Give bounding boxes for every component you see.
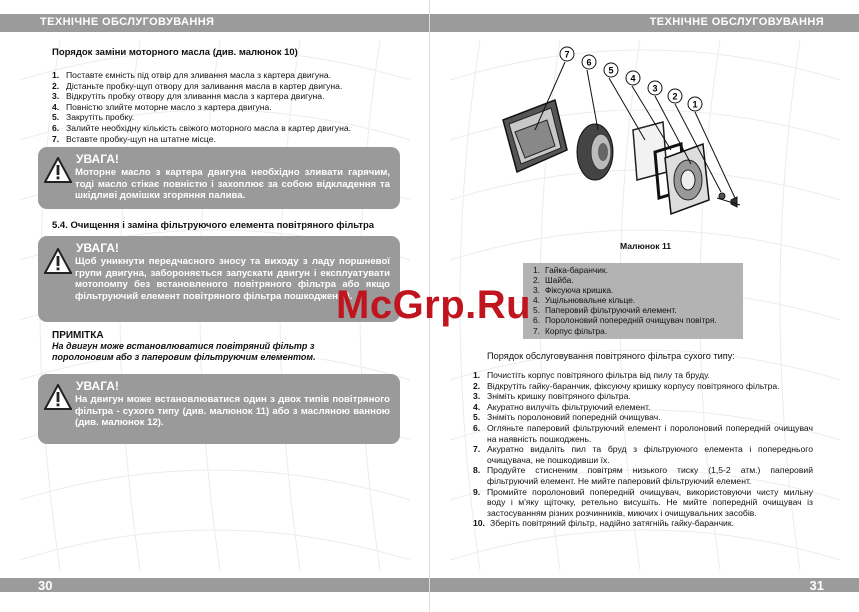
header-bar <box>0 14 429 32</box>
list-item: 3. Зніміть кришку повітряного фільтра. <box>473 391 631 402</box>
list-item: 4. Ущільнювальне кільце. <box>533 295 636 306</box>
header-title: ТЕХНІЧНЕ ОБСЛУГОВУВАННЯ <box>649 16 824 28</box>
callout-2: 2 <box>672 91 678 102</box>
callout-3: 3 <box>652 83 658 94</box>
list-item: 6. Залийте необхідну кількість свіжого моторного масла в картер двигуна. <box>52 122 352 133</box>
service-heading: Порядок обслуговування повітряного фільтра сухого типу: <box>487 351 735 361</box>
list-item: 7. Акуратно видаліть пил та бруд з фільтруючого елемента і попереднього очищувача, не пошкодивши їх. <box>473 444 813 465</box>
foam-precleaner <box>577 124 613 180</box>
filter-cover <box>665 144 709 214</box>
list-item: 7. Вставте пробку-щуп на штатне місце. <box>52 133 216 144</box>
list-item: 6. Поролоновий попередній очищувач повітря. <box>533 315 717 326</box>
footer-bar <box>0 578 429 592</box>
list-item: 7. Корпус фільтра. <box>533 325 608 336</box>
page-number: 30 <box>38 578 53 593</box>
header-title: ТЕХНІЧНЕ ОБСЛУГОВУВАННЯ <box>40 16 215 28</box>
list-item: 3. Фіксуюча кришка. <box>533 285 614 296</box>
list-item: 2. Дістаньте пробку-щуп отвору для заливання масла в картер двигуна. <box>52 80 343 91</box>
list-item: 9. Промийте поролоновий попередній очищувач, використовуючи чисту мильну воду і м'яку щіточку, ретельно висушіть. Не мийте попередній очищувач із застосуванням різних розчинників, миючих і очищувальних засобів. <box>473 486 813 518</box>
air-filter-diagram <box>495 40 765 240</box>
warning-title: УВАГА! <box>76 152 119 166</box>
warning-text: На двигун може встановлюватися один з двох типів повітряного фільтра - сухого типу (див. малюнок 11) або з масляною ванною (див. малюнок 12). <box>75 394 390 429</box>
callout-7: 7 <box>564 49 570 60</box>
service-steps <box>473 370 813 529</box>
list-item: 2. Відкрутіть гайку-баранчик, фіксуючу кришку корпусу повітряного фільтра. <box>473 380 780 391</box>
wing-nut <box>717 193 740 207</box>
list-item: 2. Шайба. <box>533 275 574 286</box>
list-item: 4. Повністю злийте моторне масло з картера двигуна. <box>52 101 272 112</box>
callout-5: 5 <box>608 65 614 76</box>
figure-caption: Малюнок 11 <box>620 241 672 251</box>
list-item: 4. Акуратно вилучіть фільтруючий елемент. <box>473 401 651 412</box>
warning-icon <box>44 157 72 183</box>
list-item: 1. Почистіть корпус повітряного фільтра від пилу та бруду. <box>473 370 710 380</box>
callout-1: 1 <box>692 99 698 110</box>
list-item: 5. Закрутіть пробку. <box>52 112 135 123</box>
section-heading: 5.4. Очищення і заміна фільтруючого елемента повітряного фільтра <box>52 220 375 231</box>
list-item: 1. Гайка-баранчик. <box>533 265 608 275</box>
warning-icon <box>44 384 72 410</box>
callout-6: 6 <box>586 57 592 68</box>
header-bar <box>430 14 859 32</box>
note-text: На двигун може встановлюватися повітряний фільтр з поролоновим або з паперовим фільтруючим елементом. <box>52 341 316 362</box>
list-item: 3. Відкрутіть пробку отвору для зливання масла з картера двигуна. <box>52 91 325 102</box>
list-item: 8. Продуйте стисненим повітрям низького тиску (1,5-2 атм.) паперовий фільтруючий елемент. Не мийте паперовий фільтруючий елемент. <box>473 465 813 486</box>
list-item: 6. Огляньте паперовий фільтруючий елемент і поролоновий попередній очищувач на наявність пошкоджень. <box>473 422 813 444</box>
footer-bar <box>430 578 859 592</box>
callout-numbers <box>560 47 702 111</box>
filter-housing <box>503 100 567 172</box>
warning-title: УВАГА! <box>76 379 119 393</box>
note-title: ПРИМІТКА <box>52 330 104 341</box>
watermark: McGrp.Ru <box>336 283 532 327</box>
figure-legend <box>523 263 743 339</box>
warning-box <box>38 374 400 444</box>
warning-title: УВАГА! <box>76 241 119 255</box>
list-item: 10. Зберіть повітряний фільтр, надійно затягнійь гайку-баранчик. <box>473 518 735 529</box>
warning-text: Щоб уникнути передчасного зносу та виходу з ладу поршневої групи двигуна, забороняється запускати двигун і експлуатувати мотопомпу без встановленого повітряного фільтра або якщо фільтруючий елемент повітряного фільтра пошкоджений. <box>75 256 390 302</box>
list-item: 1. Поставте ємність під отвір для зливання масла з картера двигуна. <box>52 70 332 80</box>
oil-change-steps <box>52 70 392 144</box>
oil-change-heading: Порядок заміни моторного масла (див. малюнок 10) <box>52 47 298 58</box>
list-item: 5. Зніміть поролоновий попередній очищувач. <box>473 412 661 423</box>
page-number: 31 <box>809 578 824 593</box>
list-item: 5. Паперовий фільтруючий елемент. <box>533 305 677 316</box>
warning-icon <box>44 248 72 274</box>
warning-box <box>38 147 400 209</box>
warning-text: Моторне масло з картера двигуна необхідно зливати гарячим, тоді масло стікає повністю і захоплює за собою відкладення та шкідливі домішки згоряння палива. <box>75 167 390 202</box>
callout-4: 4 <box>630 73 636 84</box>
